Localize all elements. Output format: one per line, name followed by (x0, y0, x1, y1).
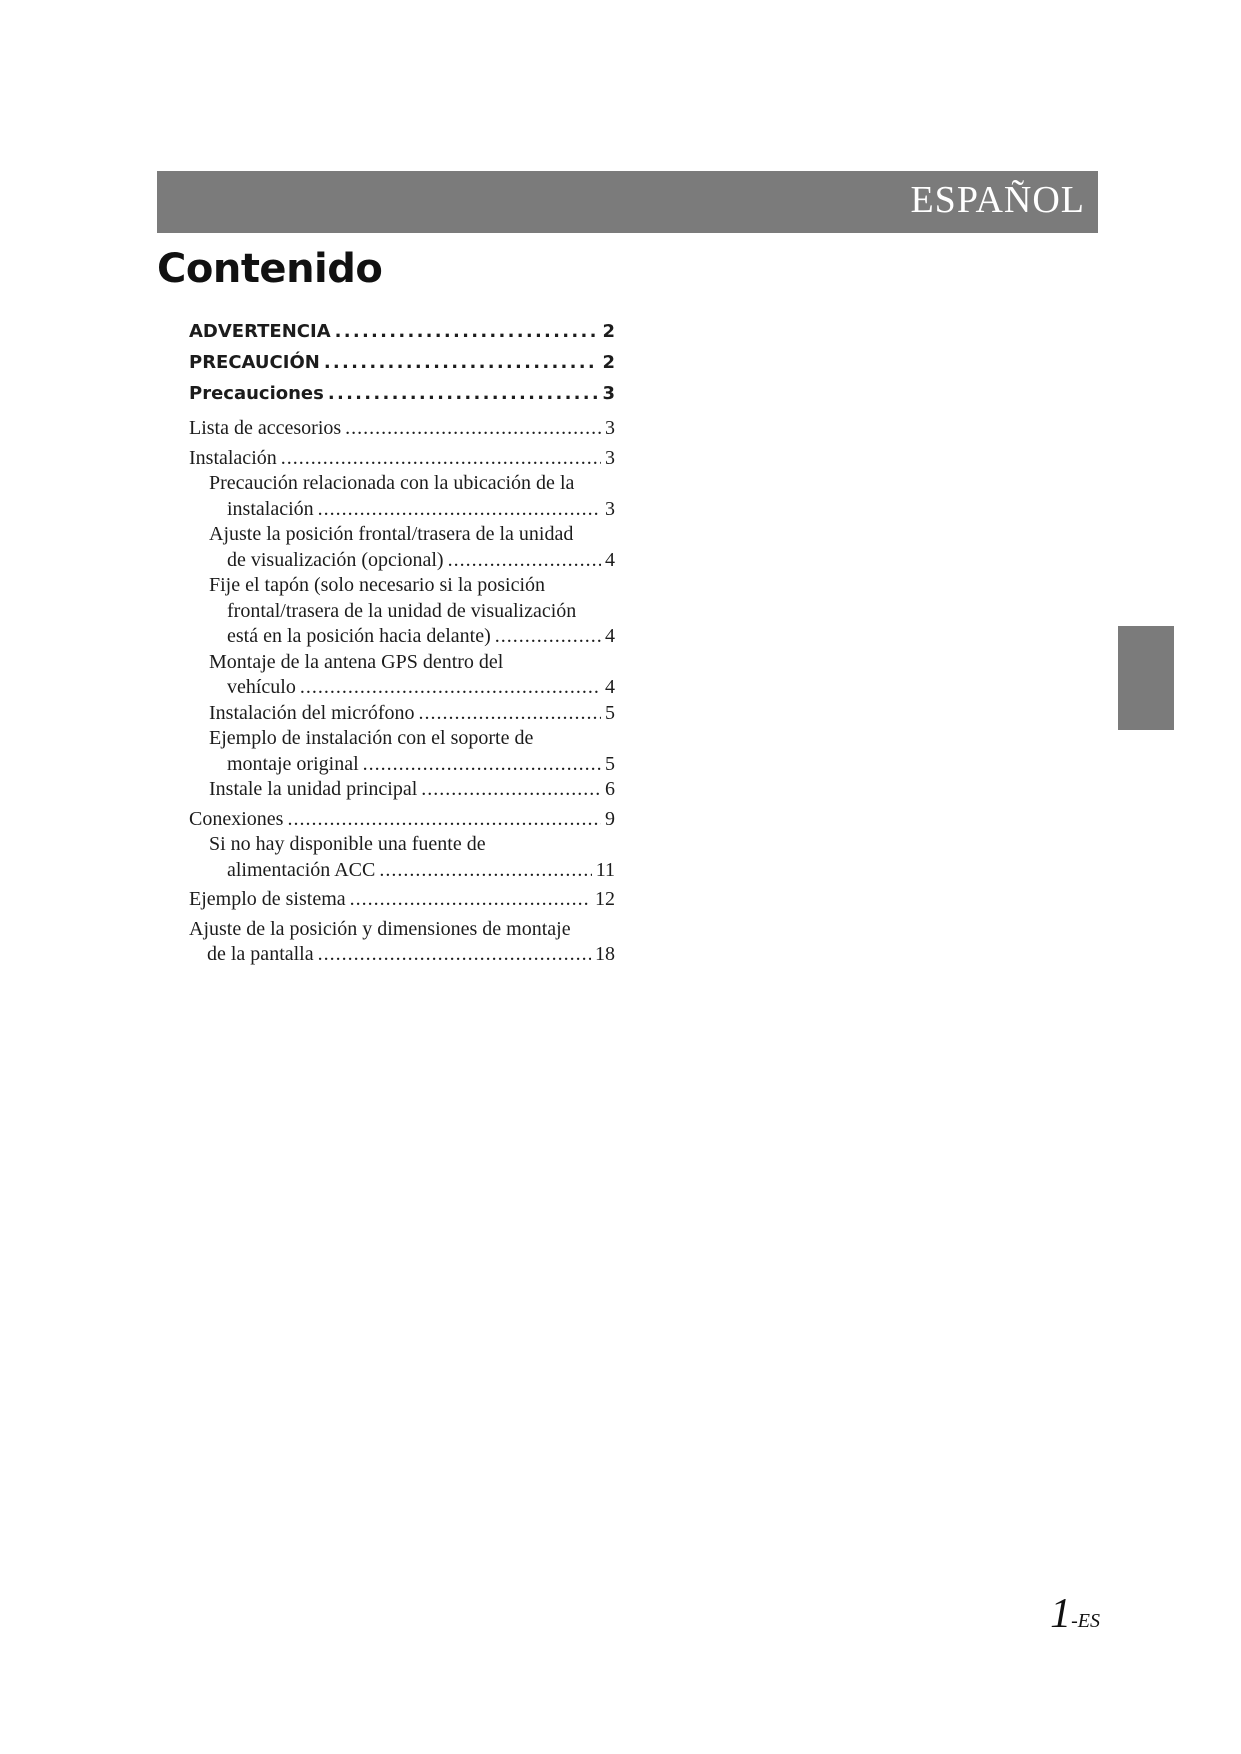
toc-entry (189, 832, 615, 883)
toc-entry-page: 11 (595, 858, 615, 881)
toc-entry (189, 701, 615, 727)
dot-leader (350, 887, 591, 913)
toc-entry-title: de visualización (opcional) (227, 548, 444, 571)
dot-leader (419, 701, 602, 727)
toc-entry-title: de la pantalla (207, 943, 314, 965)
toc-entry (189, 573, 615, 650)
toc-entry (189, 522, 615, 573)
toc-entry-title: alimentación ACC (227, 858, 376, 881)
toc-entry-title: vehículo (227, 676, 296, 698)
toc-entry-page: 3 (602, 383, 615, 404)
dot-leader (421, 777, 601, 803)
toc-entry (189, 446, 615, 472)
dot-leader (318, 942, 591, 968)
toc-entry-title: PRECAUCIÓN (189, 352, 320, 373)
page-number-suffix: -ES (1071, 1610, 1100, 1632)
toc-entry-title: frontal/trasera de la unidad de visualización (227, 599, 577, 622)
toc-entry (189, 347, 615, 378)
toc-entry-title: Ejemplo de instalación con el soporte de (209, 727, 534, 749)
toc-entry-title: Instalación del micrófono (209, 701, 415, 724)
dot-leader (448, 548, 601, 574)
page-number (1050, 1590, 1100, 1638)
toc-entry-title: montaje original (227, 752, 359, 775)
toc-entry (189, 887, 615, 913)
toc-entry-page: 3 (605, 497, 615, 520)
toc-entry-title: Conexiones (189, 807, 284, 830)
toc-entry-title: Precauciones (189, 383, 324, 404)
dot-leader (281, 446, 601, 472)
dot-leader (318, 497, 601, 523)
toc-entry (189, 378, 615, 409)
toc-entry-title: Precaución relacionada con la ubicación de la (209, 472, 575, 494)
toc-entry-title: Montaje de la antena GPS dentro del (209, 650, 504, 673)
toc-entry-page: 18 (595, 943, 615, 965)
toc-entry (189, 316, 615, 347)
toc-entry-page: 4 (605, 676, 615, 698)
toc-entry-page: 3 (605, 446, 615, 469)
toc-entry-page: 9 (605, 807, 615, 830)
section-side-tab (1118, 626, 1174, 730)
toc-entry-page: 5 (605, 701, 615, 724)
toc-entry-title: Ajuste de la posición y dimensiones de montaje (189, 917, 571, 940)
toc-entry-title: Instale la unidad principal (209, 778, 418, 800)
dot-leader (328, 378, 599, 409)
toc-entry-title: Instalación (189, 446, 277, 469)
dot-leader (287, 807, 601, 833)
toc-entry (189, 416, 615, 442)
toc-entry-title: Ajuste la posición frontal/trasera de la unidad (209, 523, 574, 545)
toc-entry-page: 6 (605, 778, 615, 800)
toc-entry (189, 777, 615, 803)
toc-entry-title: está en la posición hacia delante) (227, 625, 491, 647)
toc-entry-page: 3 (605, 417, 615, 439)
dot-leader (345, 416, 601, 442)
toc-entry-page: 2 (602, 352, 615, 373)
language-header-bar (157, 171, 1098, 233)
toc-entry-page: 5 (605, 752, 615, 775)
toc-entry (189, 807, 615, 833)
language-label: ESPAÑOL (910, 179, 1085, 221)
dot-leader (335, 316, 599, 347)
dot-leader (379, 858, 591, 884)
page-title: Contenido (157, 246, 383, 292)
dot-leader (300, 675, 601, 701)
toc-entry-page: 2 (602, 321, 615, 342)
toc-entry-page: 4 (605, 548, 615, 571)
toc-entry-title: Si no hay disponible una fuente de (209, 833, 486, 855)
toc-entry (189, 471, 615, 522)
page-number-value: 1 (1050, 1591, 1072, 1637)
toc-entry-title: Ejemplo de sistema (189, 888, 346, 910)
toc-entry (189, 726, 615, 777)
table-of-contents (189, 316, 615, 968)
dot-leader (324, 347, 599, 378)
toc-entry (189, 650, 615, 701)
toc-entry-title: Fije el tapón (solo necesario si la posición (209, 574, 546, 596)
toc-entry-title: Lista de accesorios (189, 417, 342, 439)
toc-entry-title: ADVERTENCIA (189, 321, 331, 342)
toc-entry-page: 12 (595, 888, 615, 910)
toc-entry-page: 4 (605, 625, 615, 647)
dot-leader (363, 752, 601, 778)
toc-entry (189, 917, 615, 968)
dot-leader (495, 624, 601, 650)
toc-entry-title: instalación (227, 497, 314, 520)
